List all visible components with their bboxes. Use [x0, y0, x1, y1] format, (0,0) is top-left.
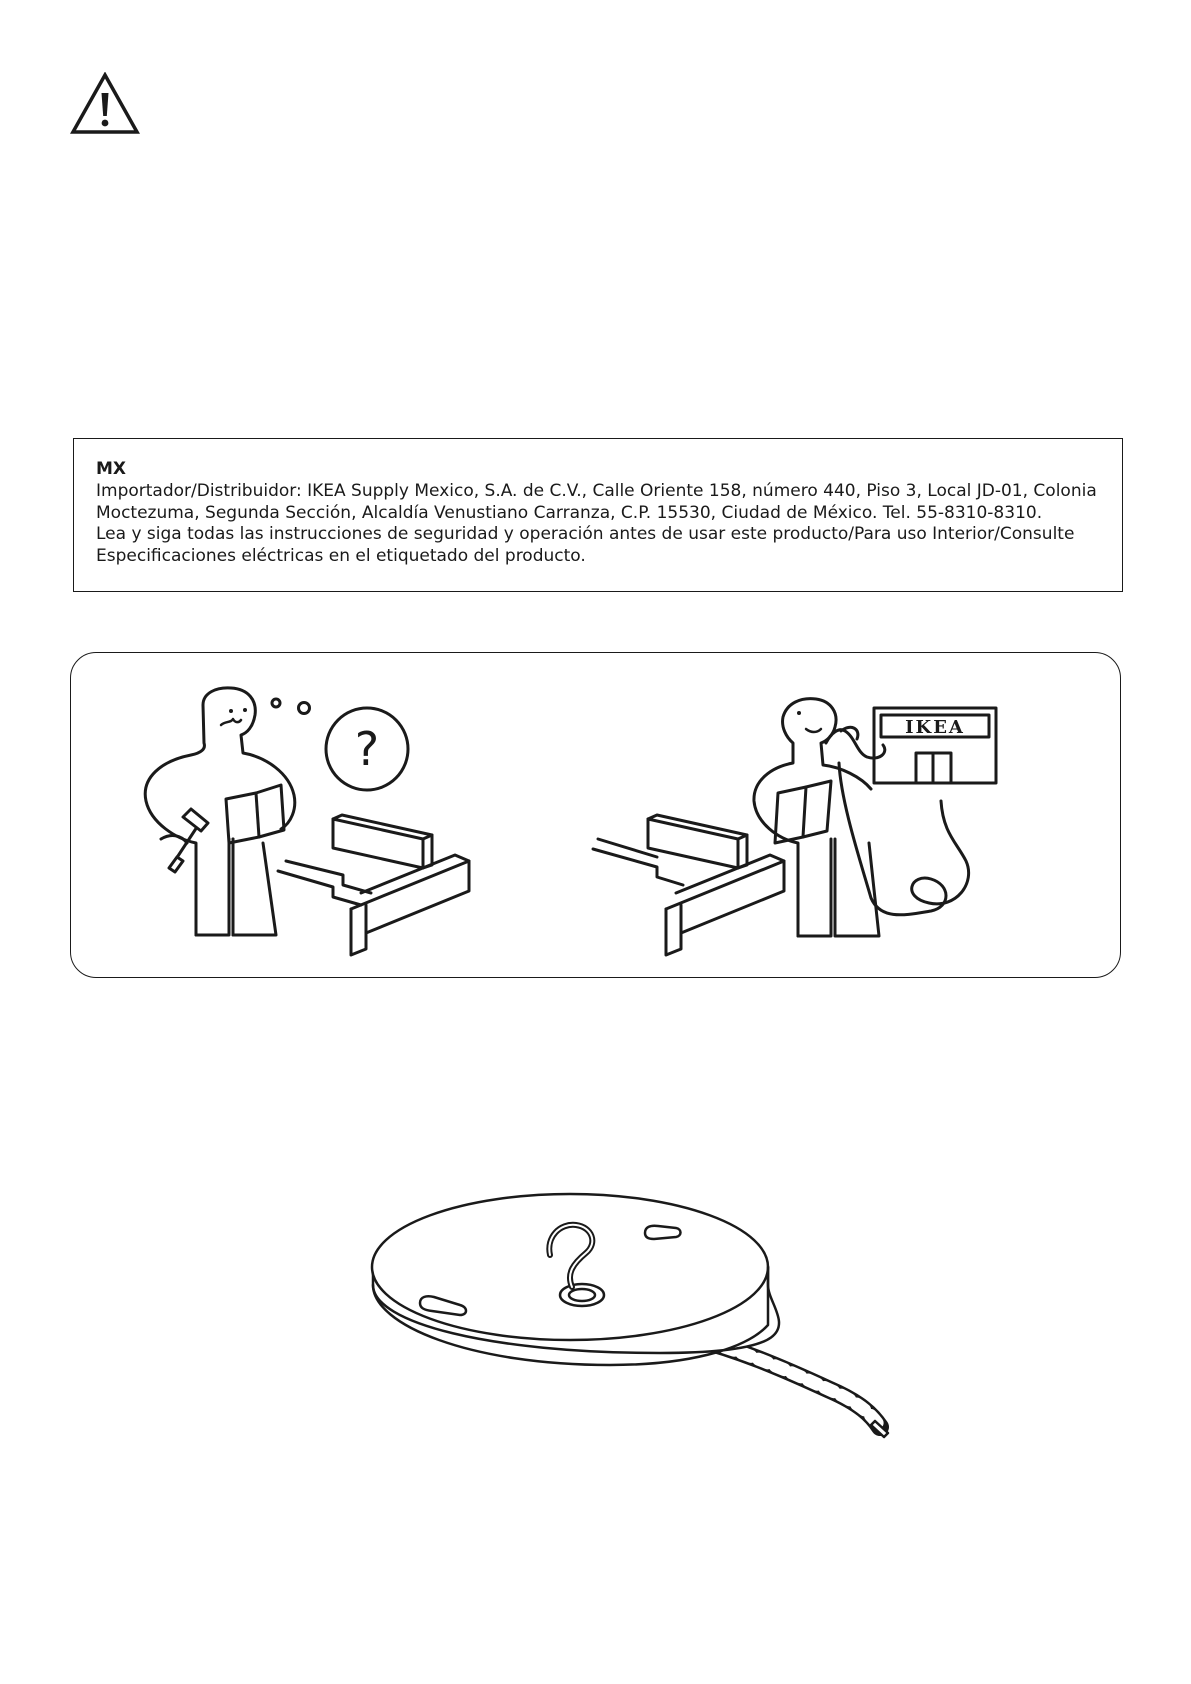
importer-notice-box [73, 438, 1123, 592]
confused-person-figure [145, 688, 295, 935]
thought-bubble-medium [299, 703, 310, 714]
question-mark-symbol: ? [354, 722, 380, 776]
loose-boards-left [278, 815, 469, 955]
ceiling-hook-plate-figure [360, 1175, 960, 1445]
ikea-sign-text: IKEA [905, 717, 965, 738]
importer-address-text: Importador/Distribuidor: IKEA Supply Mexico, S.A. de C.V., Calle Oriente 158, número 440, Piso 3, Local JD-01, Colonia Moctezuma, Segunda Sección, Alcaldía Venustiano Carranza, C.P. 15530, Ciudad de México. Tel. 55-8310-8310. [96, 481, 1097, 523]
thought-bubble-small [272, 699, 280, 707]
help-illustration-panel [70, 652, 1121, 978]
loose-boards-right [593, 815, 784, 955]
safety-instructions-text: Lea y siga todas las instrucciones de seguridad y operación antes de usar este producto/Para uso Interior/Consulte Especificaciones eléctricas en el etiquetado del producto. [96, 524, 1075, 566]
question-mark-bubble [326, 708, 408, 790]
help-illustration [71, 653, 1122, 979]
notice-body [96, 481, 1106, 567]
notice-title: MX [96, 459, 127, 479]
ikea-store-building [874, 708, 996, 783]
warning-triangle-icon [70, 72, 140, 136]
